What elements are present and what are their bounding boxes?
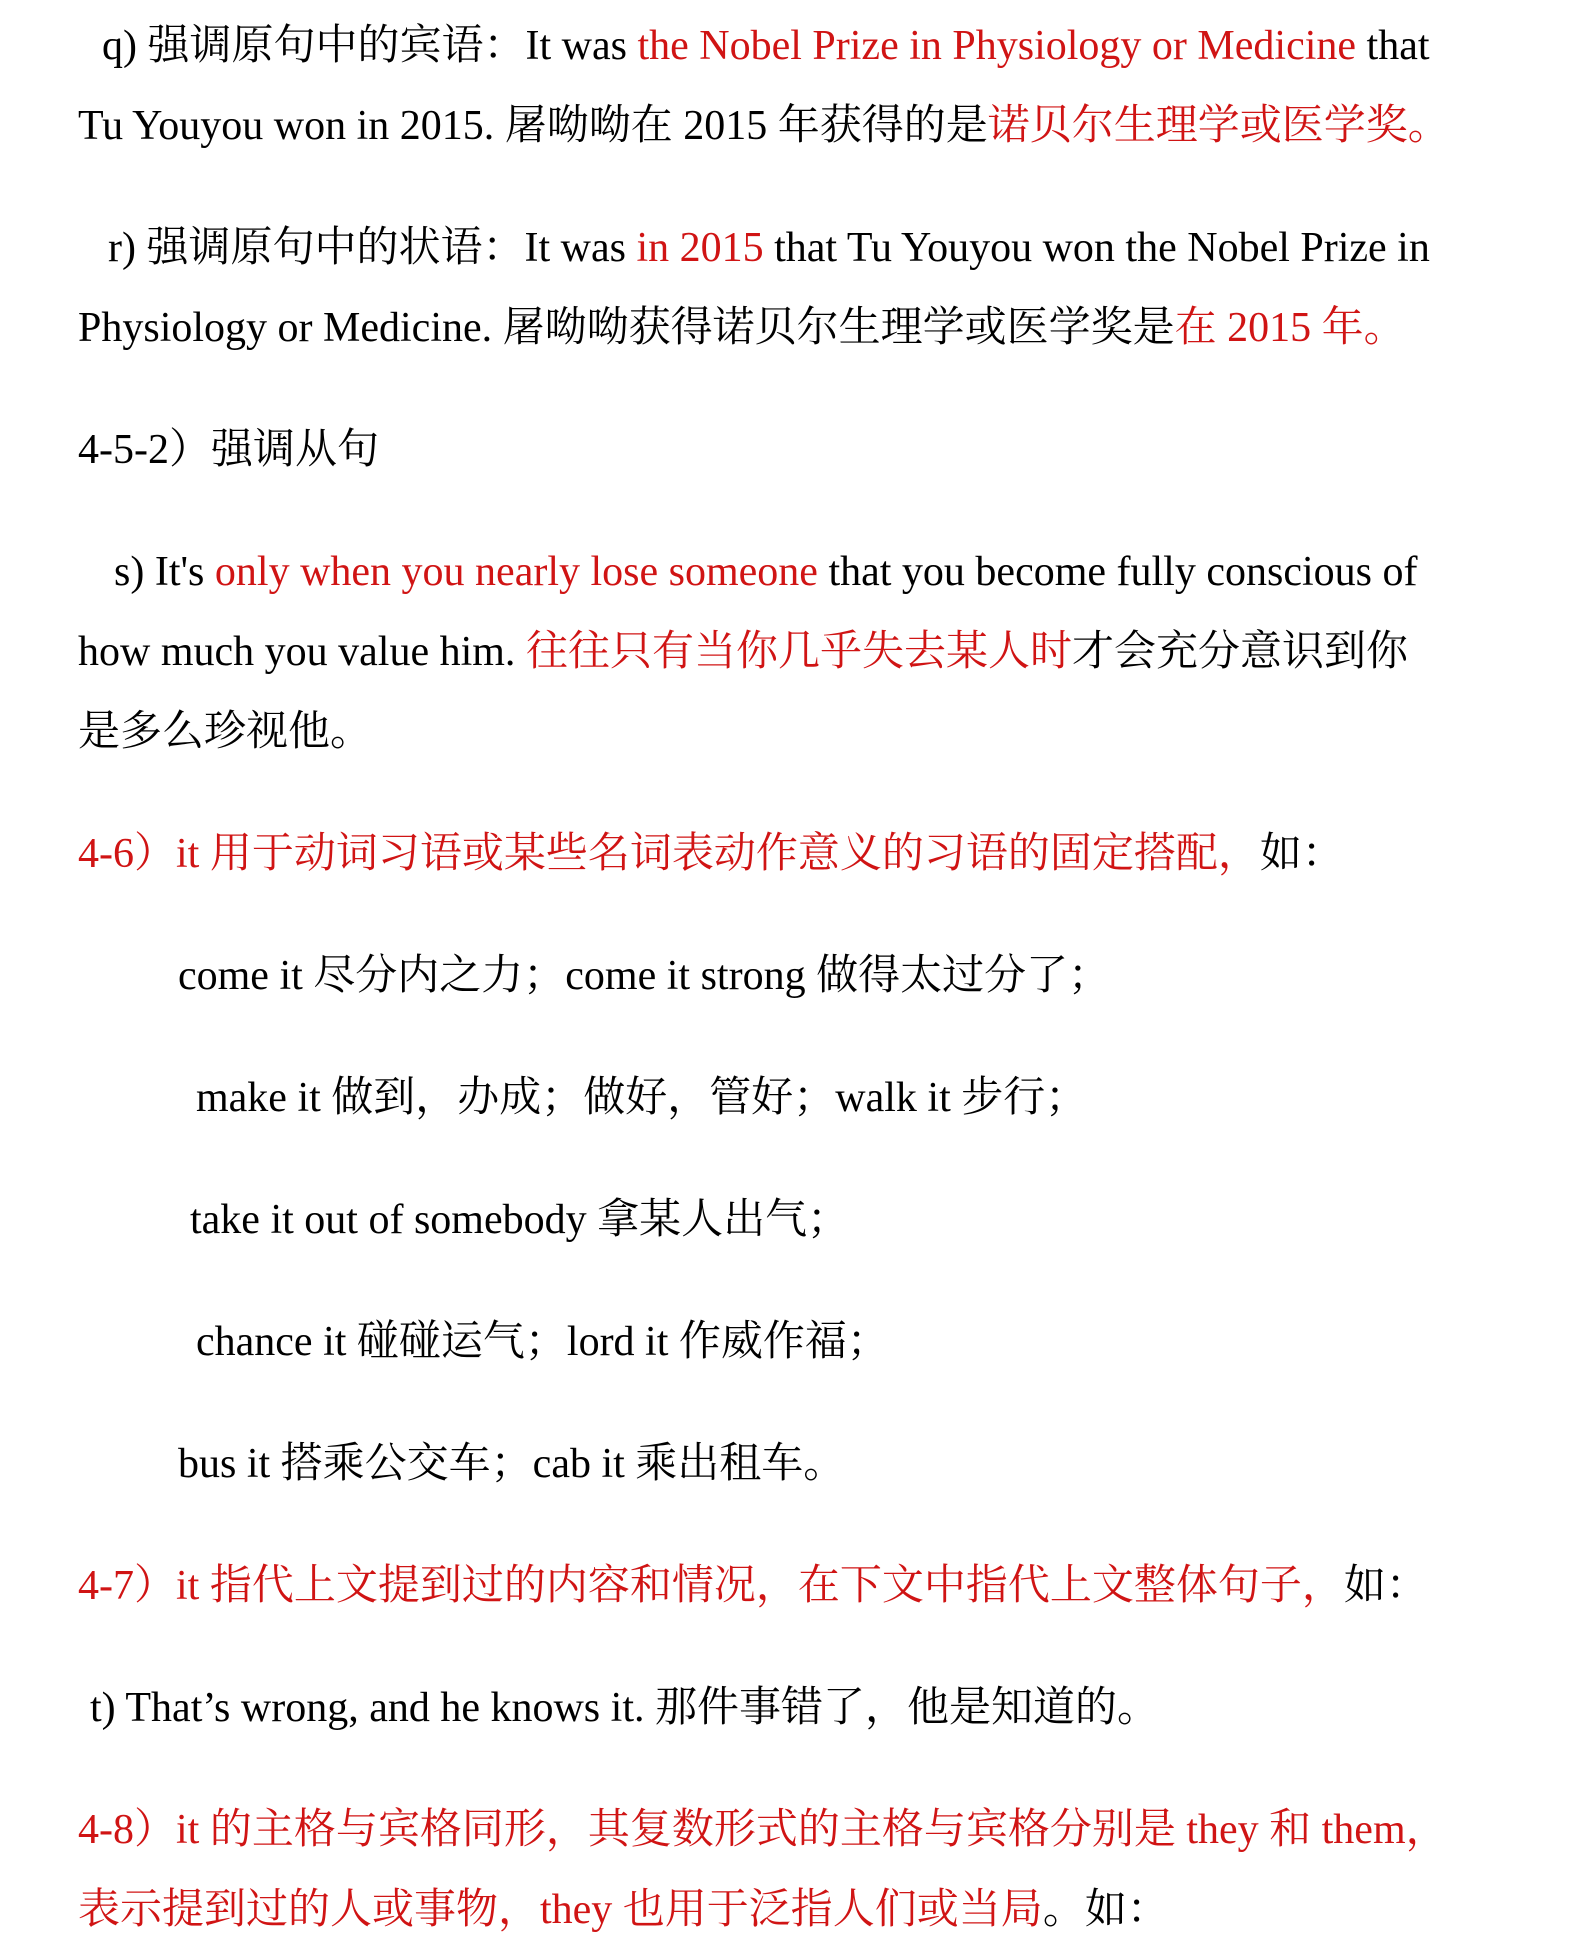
text-line <box>78 288 1511 368</box>
text-line <box>78 612 1511 692</box>
text-segment-red: 在 2015 年。 <box>1174 305 1406 351</box>
text-segment-red: 诺贝尔生理学或医学奖。 <box>987 103 1450 149</box>
text-segment: that you become fully conscious of <box>817 549 1418 595</box>
paragraph-example-r <box>78 208 1511 368</box>
text-segment: r) 强调原句中的状语：It was <box>108 225 637 271</box>
text-segment: Physiology or Medicine. 屠呦呦获得诺贝尔生理学或医学奖是 <box>78 305 1175 351</box>
text-segment-red: 4-6）it 用于动词习语或某些名词表动作意义的习语的固定搭配， <box>78 831 1260 877</box>
text-segment: 如： <box>1259 831 1344 877</box>
text-segment: 是多么珍视他。 <box>78 709 373 755</box>
idiom-line-bus-cab <box>78 1424 1511 1504</box>
text-line <box>78 1668 1511 1748</box>
paragraph-example-s <box>78 532 1511 772</box>
text-segment: 如： <box>1343 1563 1428 1609</box>
document-page <box>78 6 1511 1950</box>
text-segment: 才会充分意识到你 <box>1071 629 1408 675</box>
text-segment-red: the Nobel Prize in Physiology or Medicine <box>637 23 1357 69</box>
text-line <box>78 532 1511 612</box>
text-segment: t) That’s wrong, and he knows it. 那件事错了，他是知道的。 <box>90 1685 1159 1731</box>
text-line <box>78 6 1511 86</box>
idiom-line-chance-lord <box>78 1302 1511 1382</box>
text-segment-red: 往往只有当你几乎失去某人时 <box>525 629 1072 675</box>
text-segment: that Tu Youyou won the Nobel Prize in <box>763 225 1430 271</box>
text-segment: q) 强调原句中的宾语：It was <box>102 23 638 69</box>
text-line <box>78 1424 1511 1504</box>
text-line <box>78 936 1511 1016</box>
heading-4-8 <box>78 1790 1511 1950</box>
text-line <box>78 1180 1511 1260</box>
text-line <box>78 86 1511 166</box>
text-line <box>78 410 1511 490</box>
text-segment-red: only when you nearly lose someone <box>214 549 818 595</box>
heading-4-6 <box>78 814 1511 894</box>
text-segment: come it 尽分内之力；come it strong 做得太过分了； <box>178 953 1111 999</box>
heading-4-7 <box>78 1546 1511 1626</box>
paragraph-example-t <box>78 1668 1511 1748</box>
idiom-line-make-walk <box>78 1058 1511 1138</box>
text-segment: make it 做到，办成；做好，管好；walk it 步行； <box>196 1075 1088 1121</box>
text-line <box>78 814 1511 894</box>
text-line <box>78 208 1511 288</box>
text-segment-red: 4-8）it 的主格与宾格同形，其复数形式的主格与宾格分别是 they 和 them， <box>78 1807 1448 1853</box>
text-segment: chance it 碰碰运气；lord it 作威作福； <box>196 1319 889 1365</box>
text-segment: s) It's <box>114 549 215 595</box>
text-segment: 。如： <box>1042 1887 1169 1933</box>
text-line <box>78 1870 1511 1950</box>
text-line <box>78 692 1511 772</box>
text-segment-red: 表示提到过的人或事物，they 也用于泛指人们或当局 <box>78 1887 1043 1933</box>
text-segment: take it out of somebody 拿某人出气； <box>190 1197 850 1243</box>
idiom-line-take <box>78 1180 1511 1260</box>
text-line <box>78 1058 1511 1138</box>
text-segment-red: in 2015 <box>636 225 764 271</box>
text-segment: that <box>1356 23 1430 69</box>
text-line <box>78 1546 1511 1626</box>
text-segment: Tu Youyou won in 2015. 屠呦呦在 2015 年获得的是 <box>78 103 988 149</box>
paragraph-example-q <box>78 6 1511 166</box>
heading-4-5-2 <box>78 410 1511 490</box>
text-line <box>78 1302 1511 1382</box>
text-segment: 4-5-2）强调从句 <box>78 427 379 473</box>
text-segment: how much you value him. <box>78 629 526 675</box>
idiom-line-come <box>78 936 1511 1016</box>
text-line <box>78 1790 1511 1870</box>
text-segment: bus it 搭乘公交车；cab it 乘出租车。 <box>178 1441 846 1487</box>
text-segment-red: 4-7）it 指代上文提到过的内容和情况，在下文中指代上文整体句子， <box>78 1563 1344 1609</box>
